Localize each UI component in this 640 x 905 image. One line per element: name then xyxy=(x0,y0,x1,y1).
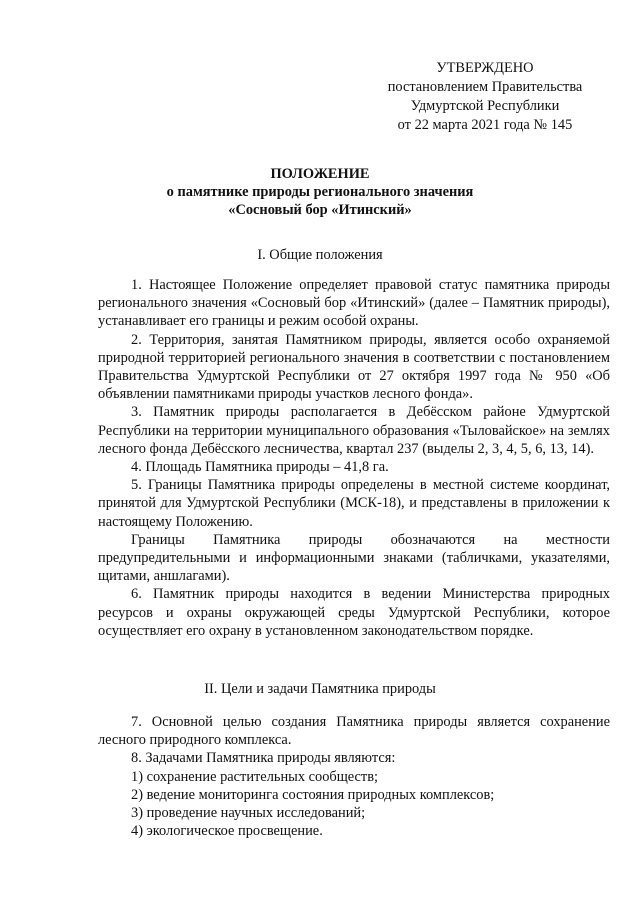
paragraph: 8. Задачами Памятника природы являются: xyxy=(131,750,396,767)
list-item: 4) экологическое просвещение. xyxy=(131,823,323,840)
approval-line: постановлением Правительства xyxy=(387,79,583,95)
paragraph: 4. Площадь Памятника природы – 41,8 га. xyxy=(131,459,389,476)
paragraph: 3. Памятник природы располагается в Дебёсском районе Удмуртской Республики на территории муниципального образования «Тыловайское» на землях лесного фонда Дебёсского лесничества, квартал 237 (выделы 2, 3, 4, 5, 6, 13, 14). xyxy=(98,404,610,457)
title-subtitle: «Сосновый бор «Итинский» xyxy=(228,202,412,218)
approval-date: от 22 марта 2021 года № 145 xyxy=(397,117,573,133)
title-main: ПОЛОЖЕНИЕ xyxy=(270,166,370,182)
section-heading-goals: II. Цели и задачи Памятника природы xyxy=(204,681,436,697)
paragraph: 2. Территория, занятая Памятником природы, является особо охраняемой природной территорией регионального значения в соответствии с постановлением Правительства Удмуртской Республики от 27 октября 1997 года № 950 «Об объявлении памятниками природы участков лесного фонда». xyxy=(98,331,610,403)
section-goals-body xyxy=(98,713,610,840)
list-item: 1) сохранение растительных сообществ; xyxy=(131,768,379,785)
paragraph: 6. Памятник природы находится в ведении Министерства природных ресурсов и охраны окружающей среды Удмуртской Республики, которое осуществляет его охрану в установленном законодательством порядке. xyxy=(98,586,610,639)
section-heading-general: I. Общие положения xyxy=(257,247,383,263)
paragraph: 5. Границы Памятника природы определены в местной системе координат, принятой для Удмуртской Республики (МСК-18), и представлены в приложении к настоящему Положению. xyxy=(98,477,610,530)
approval-line: Удмуртской Республики xyxy=(410,98,560,114)
approval-heading: УТВЕРЖДЕНО xyxy=(436,60,534,76)
document-title xyxy=(0,165,640,219)
paragraph: 1. Настоящее Положение определяет правовой статус памятника природы регионального значения «Сосновый бор «Итинский» (далее – Памятник природы), устанавливает его границы и режим особой охраны. xyxy=(98,277,610,330)
list-item: 2) ведение мониторинга состояния природных комплексов; xyxy=(131,786,495,803)
title-subtitle: о памятнике природы регионального значения xyxy=(166,184,474,200)
section-general-body xyxy=(98,276,610,640)
paragraph: Границы Памятника природы обозначаются на местности предупредительными и информационными знаками (табличками, указателями, щитами, аншлагами). xyxy=(98,531,610,585)
approval-stamp xyxy=(360,59,610,135)
paragraph: 7. Основной целью создания Памятника природы является сохранение лесного природного комплекса. xyxy=(98,714,610,749)
list-item: 3) проведение научных исследований; xyxy=(131,805,366,822)
